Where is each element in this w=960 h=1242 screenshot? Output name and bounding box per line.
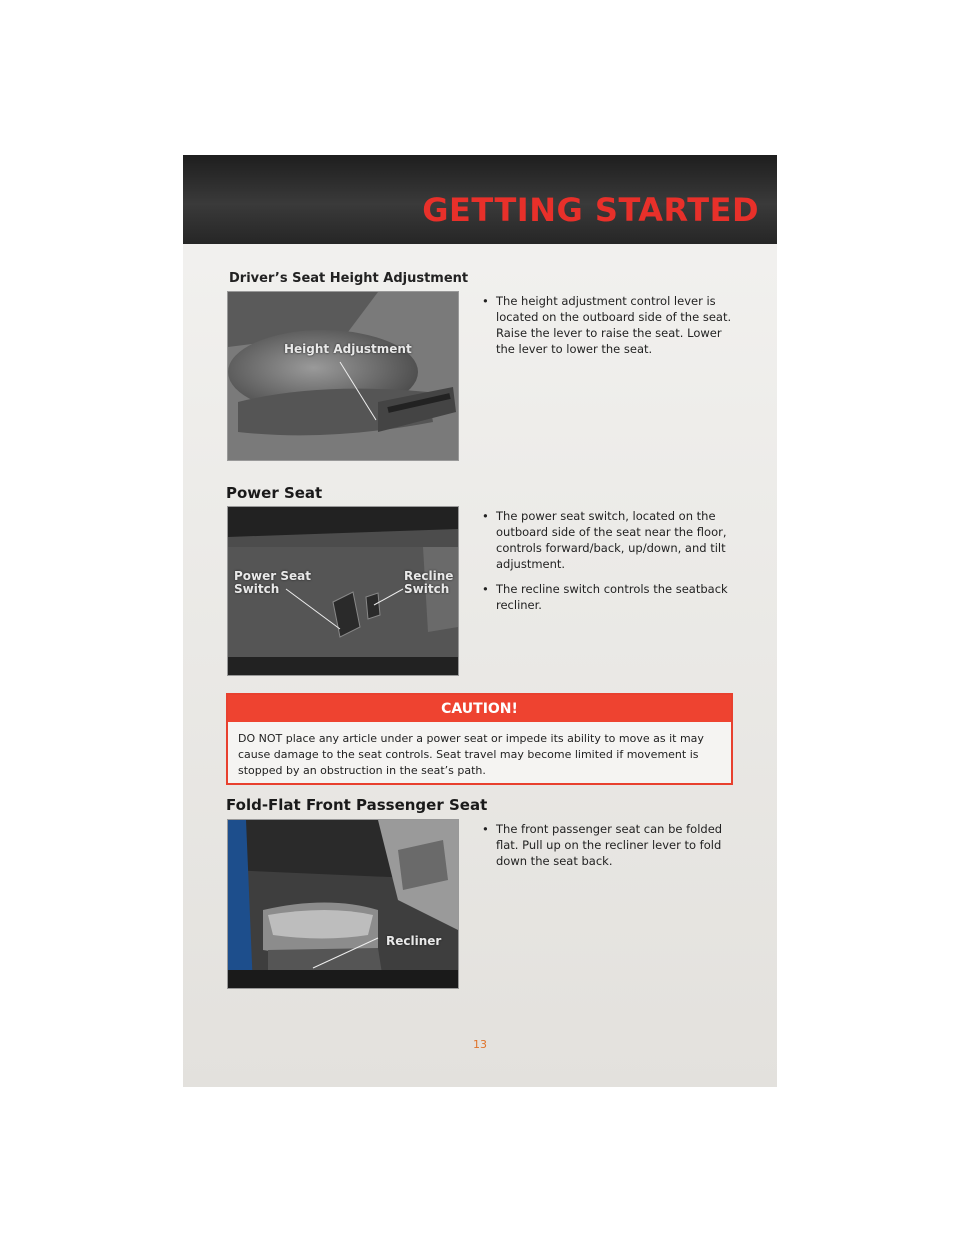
fold-flat-seat-photo (227, 819, 459, 989)
section-title-height-adjustment: Driver’s Seat Height Adjustment (229, 271, 469, 286)
height-adjustment-label: Height Adjustment (284, 342, 412, 356)
bullet-item: • The height adjustment control lever is located on the outboard side of the seat. Raise the lever to raise the seat. Lower the lever to lower the seat. (479, 293, 744, 357)
caution-box (226, 693, 733, 785)
bullet-item: • The recline switch controls the seatback recliner. (479, 581, 744, 613)
recline-switch-label: Recline Switch (404, 569, 454, 596)
power-seat-switch-label: Power Seat Switch (234, 569, 311, 596)
caution-text: DO NOT place any article under a power seat or impede its ability to move as it may cause damage to the seat controls. Seat travel may become limited if movement is stopped by an obstruction in the seat’s path. (238, 732, 704, 777)
fold-flat-seat-illustration (228, 820, 458, 988)
section-title-power-seat: Power Seat (226, 484, 323, 502)
section3-bullets (479, 821, 744, 878)
seat-height-illustration (228, 292, 458, 460)
power-seat-photo (227, 506, 459, 676)
section2-bullets (479, 508, 744, 622)
caution-heading: CAUTION! (228, 695, 731, 722)
section-title-fold-flat: Fold-Flat Front Passenger Seat (226, 796, 488, 814)
manual-page (183, 155, 777, 1087)
recliner-label: Recliner (386, 934, 442, 948)
section1-bullets (479, 293, 744, 366)
bullet-item: • The power seat switch, located on the outboard side of the seat near the floor, controls forward/back, up/down, and tilt adjustment. (479, 508, 744, 572)
bullet-item: • The front passenger seat can be folded flat. Pull up on the recliner lever to fold down the seat back. (479, 821, 744, 869)
header-title: GETTING STARTED (422, 191, 759, 229)
page-number: 13 (473, 1038, 487, 1051)
seat-height-photo (227, 291, 459, 461)
page-header (183, 155, 777, 244)
